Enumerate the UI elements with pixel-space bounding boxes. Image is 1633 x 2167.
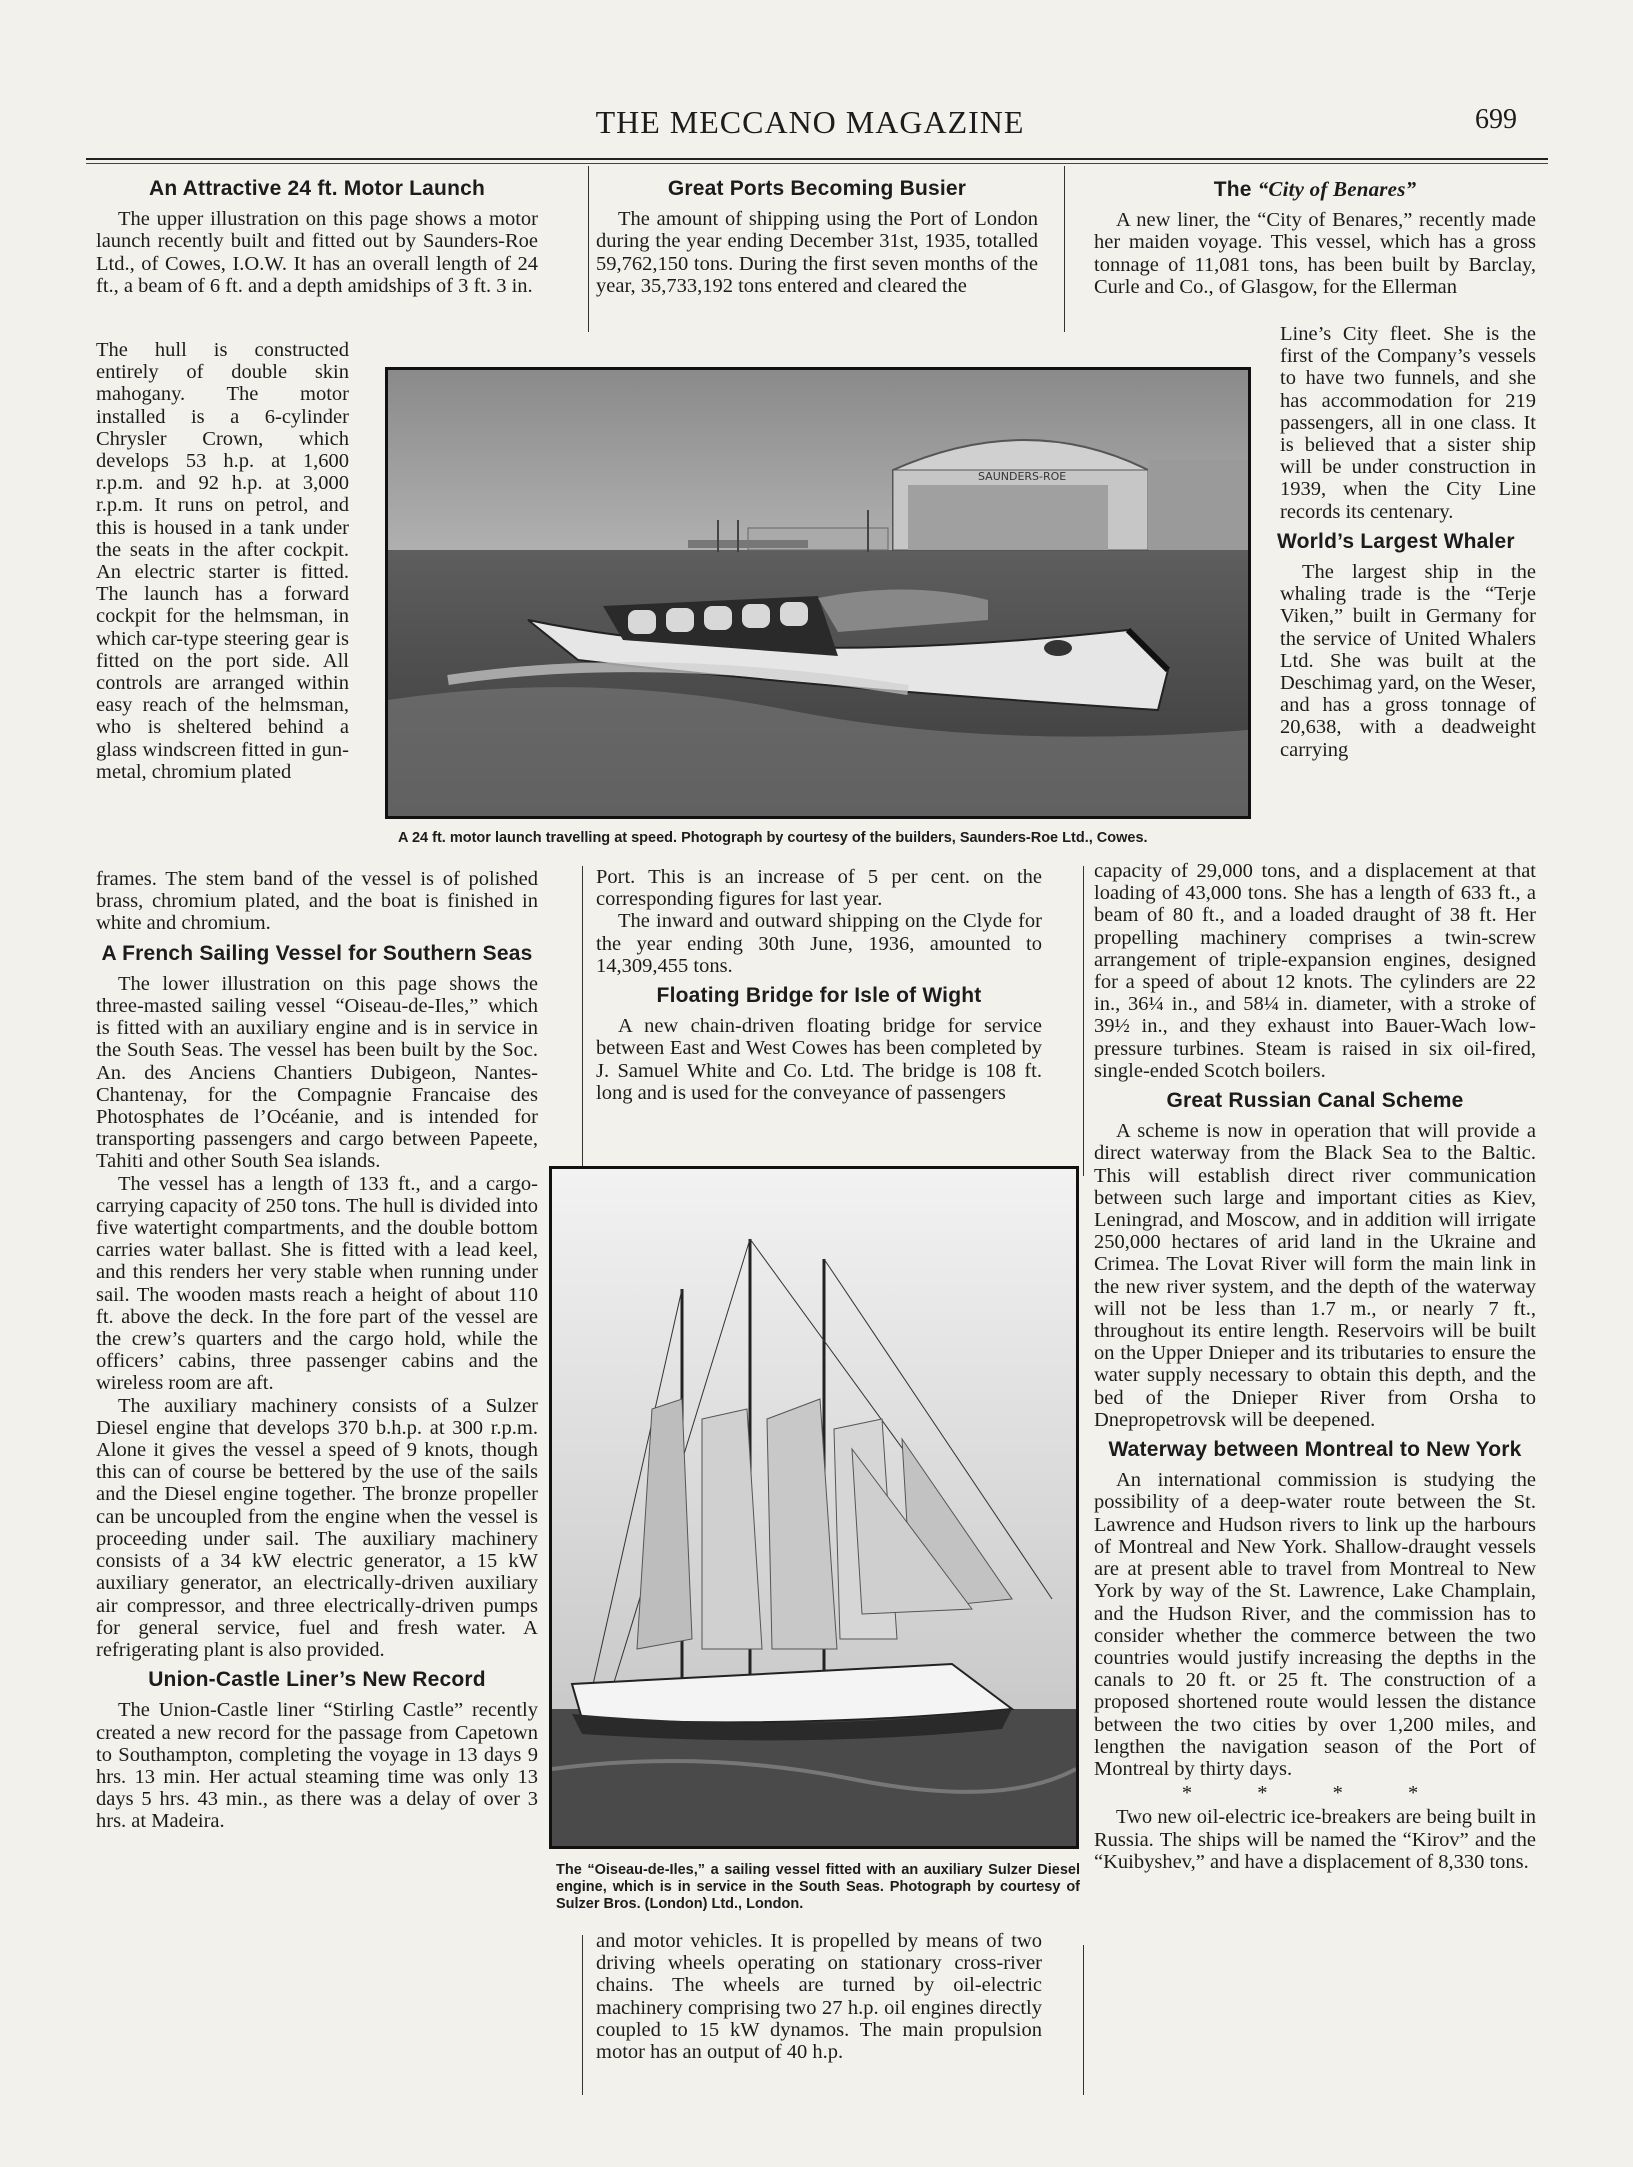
paragraph: The largest ship in the whaling trade is the “Terje Viken,” built in Germany for the service of United Whalers Ltd. She was built at the Deschimag yard, on the Weser, and has a gross tonnage of 20,638, with a deadweight carrying [1280,561,1536,761]
article-motor-launch [96,170,538,297]
paragraph: The amount of shipping using the Port of London during the year ending December 31st, 1935, totalled 59,762,150 tons. During the first seven months of the year, 35,733,192 tons entered and cleared the [596,208,1038,297]
column-divider [1083,1945,1084,2095]
article-motor-launch-narrow [96,339,349,783]
article-great-ports [596,170,1038,297]
paragraph: The inward and outward shipping on the Clyde for the year ending 30th June, 1936, amounted to 14,309,455 tons. [596,910,1042,977]
article-ports-continued [596,866,1042,1104]
heading-great-ports: Great Ports Becoming Busier [667,177,967,200]
heading-russian-canal: Great Russian Canal Scheme [1166,1089,1464,1113]
paragraph: The vessel has a length of 133 ft., and a cargo-carrying capacity of 250 tons. The hull is divided into five watertight compartments, and the double bottom carries water ballast. She is fitted with a lead keel, and this renders her very stable when running under sail. The wooden masts reach a height of about 110 ft. above the deck. In the fore part of the vessel are the crew’s quarters and the cargo hold, while the officers’ cabins, three passenger cabins and the wireless room are aft. [96,1172,538,1395]
magazine-title: THE MECCANO MAGAZINE [595,104,1025,140]
motor-launch-photo [385,367,1251,819]
article-launch-continued [96,868,538,1833]
article-benares-narrow [1277,323,1536,761]
article-bridge-continued [596,1930,1042,2063]
heading-city-of-benares: The “City of Benares” [1213,177,1417,201]
header-rule [86,158,1548,160]
article-whaler-continued [1094,860,1536,1873]
column-divider [1064,166,1065,332]
paragraph: frames. The stem band of the vessel is of polished brass, chromium plated, and the boat is finished in white and chromium. [96,868,538,935]
column-divider [1083,866,1084,1176]
motor-launch-image [388,370,1248,816]
column-divider [588,166,589,332]
paragraph: The hull is constructed entirely of double skin mahogany. The motor installed is a 6-cylinder Chrysler Crown, which develops 53 h.p. at 1,600 r.p.m. and 92 h.p. at 3,000 r.p.m. It runs on petrol, and this is housed in a tank under the seats in the after cockpit. An electric starter is fitted. The launch has a forward cockpit for the helmsman, in which car-type steering gear is fitted on the port side. All controls are arranged within easy reach of the helmsman, who is sheltered behind a glass windscreen fitted in gun-metal, chromium plated [96,339,349,783]
paragraph: The auxiliary machinery consists of a Sulzer Diesel engine that develops 370 b.h.p. at 300 r.p.m. Alone it gives the vessel a speed of 9 knots, though this can of course be bettered by the use of the sails and the Diesel engine together. The bronze propeller can be uncoupled from the engine when the vessel is proceeding under sail. The auxiliary machinery consists of a 34 kW electric generator, a 15 kW auxiliary generator, an electrically-driven auxiliary air compressor, and three electrically-driven pumps for general service, fuel and fresh water. A refrigerating plant is also provided. [96,1394,538,1661]
paragraph: Two new oil-electric ice-breakers are being built in Russia. The ships will be named the “Kirov” and the “Kuibyshev,” and have a displacement of 8,330 tons. [1094,1806,1536,1873]
paragraph: The Union-Castle liner “Stirling Castle” recently created a new record for the passage from Capetown to Southampton, completing the voyage in 13 days 9 hrs. 13 min. Her actual steaming time was only 13 days 5 hrs. 43 min., as there was a delay of over 3 hrs. at Madeira. [96,1699,538,1833]
hangar-sign: SAUNDERS-ROE [978,470,1067,483]
paragraph: A new chain-driven floating bridge for service between East and West Cowes has been completed by J. Samuel White and Co. Ltd. The bridge is 108 ft. long and is used for the conveyance of passengers [596,1015,1042,1104]
paragraph: The lower illustration on this page shows the three-masted sailing vessel “Oiseau-de-Iles,” which is fitted with an auxiliary engine and is in service in the South Seas. The vessel has been built by the Soc. An. des Anciens Chantiers Dubigeon, Nantes-Chantenay, for the Compagnie Francaise des Photosphates de l’Océanie, and is intended for transporting passengers and cargo between Papeete, Tahiti and other South Sea islands. [96,972,538,1173]
paragraph: The upper illustration on this page shows a motor launch recently built and fitted out by Saunders-Roe Ltd., of Cowes, I.O.W. It has an overall length of 24 ft., a beam of 6 ft. and a depth amidships of 3 ft. 3 in. [96,208,538,297]
paragraph: A scheme is now in operation that will provide a direct waterway from the Black Sea to the Baltic. This will establish direct river communication between such large and important cities as Kiev, Leningrad, and Moscow, and in addition will irrigate 250,000 hectares of arid land in the Ukraine and Crimea. The Lovat River will form the main link in the new river system, and the depth of the waterway will not be less than 1.7 m., or nearly 7 ft., throughout its entire length. Reservoirs will be built on the Upper Dnieper and its tributaries to ensure the water supply necessary to obtain this depth, and the bed of the Dnieper River from Orsha to Dnepropetrovsk will be deepened. [1094,1120,1536,1431]
paragraph: An international commission is studying the possibility of a deep-water route between the St. Lawrence and Hudson rivers to link up the harbours of Montreal and New York. Shallow-draught vessels are at present able to travel from Montreal to New York by way of the St. Lawrence, Lake Champlain, and the Hudson River, and the commission has to consider whether the commerce between the two countries would justify increasing the depths in the canals to 20 ft. or 25 ft. The construction of a proposed shortened route would lessen the distance between the two cities by over 1,200 miles, and lengthen the navigation season of the Port of Montreal by thirty days. [1094,1469,1536,1780]
sailing-vessel-image [552,1169,1076,1846]
heading-largest-whaler: World’s Largest Whaler [1277,529,1515,553]
motor-launch-caption: A 24 ft. motor launch travelling at speed. Photograph by courtesy of the builders, Saunders-Roe Ltd., Cowes. [398,830,1148,846]
heading-montreal-waterway: Waterway between Montreal to New York [1108,1438,1522,1462]
paragraph: capacity of 29,000 tons, and a displacement at that loading of 43,000 tons. She has a length of 633 ft., a beam of 80 ft., and a loaded draught of 38 ft. Her propelling machinery comprises a twin-screw arrangement of triple-expansion engines, designed for a speed of about 12 knots. The cylinders are 22 in., 36¼ in., and 58¼ in. diameter, with a stroke of 39½ in., and they exhaust into Bauer-Wach low-pressure turbines. Steam is raised in six oil-fired, single-ended Scotch boilers. [1094,860,1536,1082]
heading-french-vessel: A French Sailing Vessel for Southern Seas [101,941,533,965]
page-number: 699 [1475,104,1517,135]
paragraph: and motor vehicles. It is propelled by means of two driving wheels operating on stationary cross-river chains. The wheels are turned by oil-electric machinery comprising two 27 h.p. oil engines directly coupled to 15 kW dynamos. The main propulsion motor has an output of 40 h.p. [596,1930,1042,2064]
heading-motor-launch: An Attractive 24 ft. Motor Launch [148,177,486,200]
column-divider [582,866,583,1166]
header-rule-thin [86,163,1548,164]
column-divider [582,1935,583,2095]
paragraph: Line’s City fleet. She is the first of the Company’s vessels to have two funnels, and she has accommodation for 219 passengers, all in one class. It is believed that a sister ship will be under construction in 1939, when the City Line records its centenary. [1280,323,1536,523]
paragraph: A new liner, the “City of Benares,” recently made her maiden voyage. This vessel, which has a gross tonnage of 11,081 tons, has been built by Barclay, Curle and Co., of Glasgow, for the Ellerman [1094,209,1536,298]
heading-union-castle: Union-Castle Liner’s New Record [148,1668,486,1692]
paragraph: Port. This is an increase of 5 per cent. on the corresponding figures for last year. [596,866,1042,911]
section-separator: * * * * [1181,1782,1449,1805]
sailing-vessel-photo [549,1166,1079,1849]
article-city-of-benares [1094,170,1536,298]
heading-floating-bridge: Floating Bridge for Isle of Wight [656,984,982,1008]
sailing-vessel-caption: The “Oiseau-de-Iles,” a sailing vessel fitted with an auxiliary Sulzer Diesel engine, which is in service in the South Seas. Photograph by courtesy of Sulzer Bros. (London) Ltd., London. [556,1862,1080,1912]
